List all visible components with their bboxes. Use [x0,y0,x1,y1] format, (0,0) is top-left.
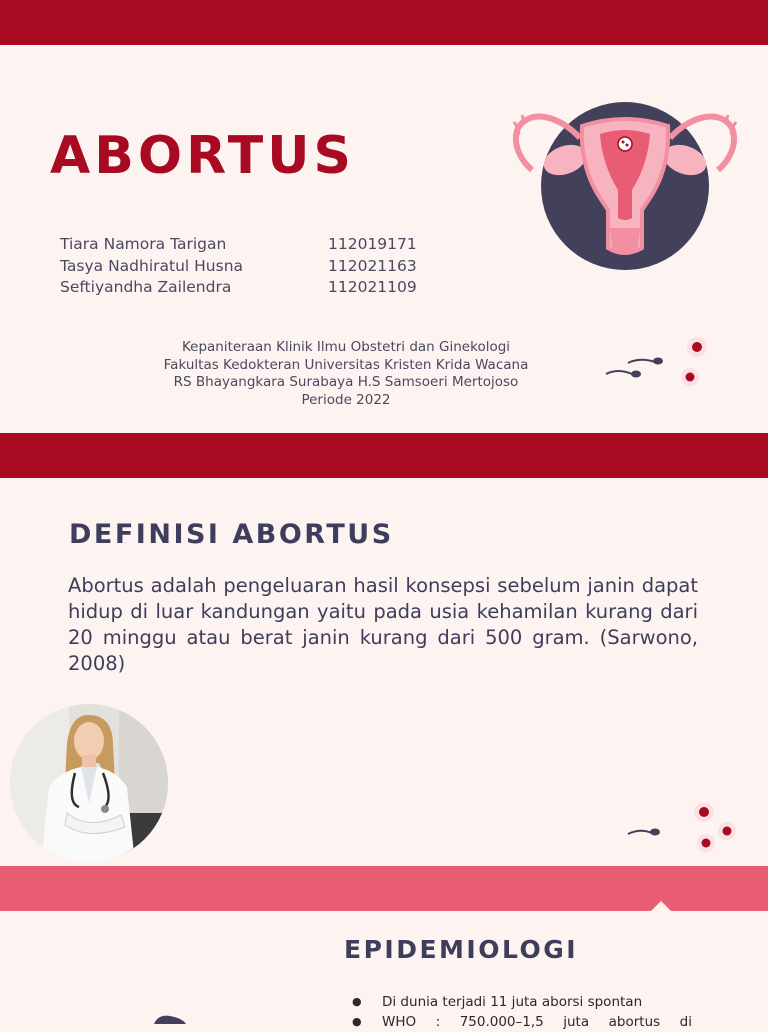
epidemiology-heading: EPIDEMIOLOGI [344,935,579,964]
institution-line: Fakultas Kedokteran Universitas Kristen Krida Wacana [163,356,529,373]
member-row [60,277,417,299]
institution-info [130,339,562,409]
triangle-marker [650,901,672,912]
member-row [60,234,417,256]
member-nim: 112021109 [328,278,417,296]
member-list [60,234,417,299]
institution-line: Kepaniteraan Klinik Ilmu Obstetri dan Ginekologi [181,339,511,355]
slide-divider [0,433,768,478]
decorative-shape [150,1012,190,1024]
member-nim: 112021163 [328,256,417,275]
institution-line: Periode 2022 [301,391,391,408]
member-name: Seftiyandha Zailendra [60,278,232,296]
top-banner [0,0,768,45]
member-nim: 112019171 [328,235,417,253]
doctor-photo [9,703,169,863]
sperm-egg-decoration [600,332,720,392]
member-name: Tasya Nadhiratul Husna [60,256,244,275]
sperm-egg-decoration [620,796,750,860]
epidemiology-list [352,992,692,1032]
list-item: ● WHO : 750.000–1,5 juta abortus di [352,1012,692,1032]
uterus-illustration [510,98,740,273]
member-name: Tiara Namora Tarigan [60,235,227,253]
institution-line: RS Bhayangkara Surabaya H.S Samsoeri Mertojoso [173,374,519,390]
page-title: ABORTUS [50,126,355,186]
definition-text: Abortus adalah pengeluaran hasil konsepsi sebelum janin dapat hidup di luar kandungan yaitu pada usia kehamilan kurang dari 20 minggu atau berat janin kurang dari 500 gram. (Sarwono, 2008) [68,574,698,675]
member-row [60,256,417,278]
list-item: ● Di dunia terjadi 11 juta aborsi spontan [352,992,692,1012]
definition-heading: DEFINISI ABORTUS [69,519,394,550]
